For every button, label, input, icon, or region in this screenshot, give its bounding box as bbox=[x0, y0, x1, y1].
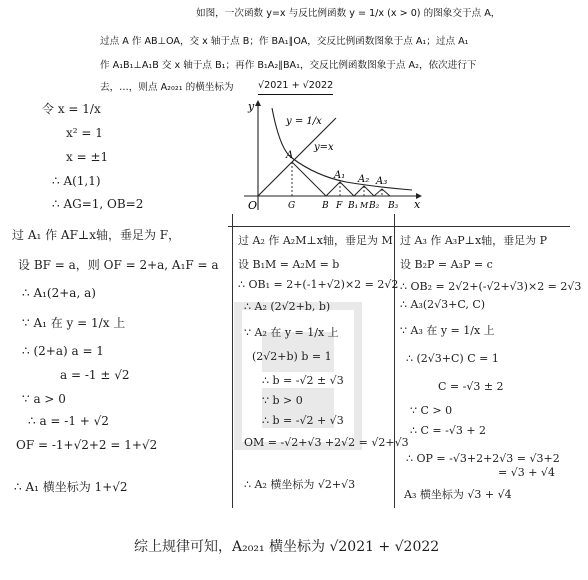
point-label-A1: A₁ bbox=[334, 170, 346, 181]
problem-line-1: 如图，一次函数 y=x 与反比例函数 y = 1/x (x > 0) 的图象交于点 A， bbox=[196, 8, 501, 19]
mid-step-4: ∴ A₂ (2√2+b, b) bbox=[244, 300, 331, 313]
right-step-1: 过 A₃ 作 A₃P⊥x轴，垂足为 P bbox=[400, 234, 548, 247]
left-step-13: ∴ a = -1 + √2 bbox=[28, 414, 109, 428]
mid-step-9: ∴ b = -√2 + √3 bbox=[262, 414, 344, 427]
right-step-11: = √3 + √4 bbox=[498, 466, 555, 479]
right-step-9: ∴ C = -√3 + 2 bbox=[410, 424, 487, 437]
left-step-10: ∴ (2+a) a = 1 bbox=[22, 344, 104, 358]
mid-step-10: OM = -√2+√3 +2√2 = √2+√3 bbox=[244, 436, 409, 449]
left-step-11: a = -1 ± √2 bbox=[60, 368, 130, 382]
x-label-G: G bbox=[288, 201, 296, 211]
x-label-F: F bbox=[336, 201, 343, 211]
right-step-5: ∵ A₃ 在 y = 1/x 上 bbox=[400, 324, 495, 337]
left-step-7: 设 BF = a，则 OF = 2+a, A₁F = a bbox=[18, 258, 219, 272]
x-label-B2: B₂ bbox=[369, 201, 380, 211]
conclusion: 综上规律可知，A₂₀₂₁ 横坐标为 √2021 + √2022 bbox=[134, 539, 440, 555]
left-step-9: ∵ A₁ 在 y = 1/x 上 bbox=[22, 316, 126, 330]
right-step-6: ∴ (2√3+C) C = 1 bbox=[406, 352, 499, 365]
x-label-M: M bbox=[360, 201, 369, 210]
x-axis-label: x bbox=[414, 198, 421, 211]
left-step-4: ∴ A(1,1) bbox=[52, 174, 101, 188]
left-step-5: ∴ AG=1, OB=2 bbox=[52, 197, 144, 211]
point-label-A2: A₂ bbox=[358, 174, 370, 185]
left-step-2: x² = 1 bbox=[66, 126, 103, 140]
mid-step-1: 过 A₂ 作 A₂M⊥x轴，垂足为 M bbox=[238, 234, 393, 247]
left-step-8: ∴ A₁(2+a, a) bbox=[22, 286, 96, 300]
point-label-A: A bbox=[286, 150, 294, 161]
problem-line-4: 去，…，则点 A₂₀₂₁ 的横坐标为 bbox=[100, 82, 234, 93]
mid-step-7: ∴ b = -√2 ± √3 bbox=[262, 374, 344, 387]
right-step-8: ∵ C > 0 bbox=[410, 404, 453, 417]
left-step-1: 令 x = 1/x bbox=[42, 102, 101, 116]
function-graph bbox=[236, 98, 424, 214]
left-step-14: OF = -1+√2+2 = 1+√2 bbox=[16, 438, 158, 452]
right-step-3: ∴ OB₂ = 2√2+(-√2+√3)×2 = 2√3 bbox=[400, 280, 582, 293]
line-label: y=x bbox=[314, 142, 334, 153]
problem-line-3: 作 A₁B₁⊥A₁B 交 x 轴于点 B₁；再作 B₁A₂∥BA₁，交反比例函数图象于点 A₂，依次进行下 bbox=[100, 60, 477, 71]
problem-line-2: 过点 A 作 AB⊥OA，交 x 轴于点 B；作 BA₁∥OA，交反比例函数图象于点 A₁；过点 A₁ bbox=[100, 36, 469, 47]
right-step-4: ∴ A₃(2√3+C, C) bbox=[400, 298, 486, 311]
mid-step-11: ∴ A₂ 横坐标为 √2+√3 bbox=[244, 478, 356, 491]
right-step-12: A₃ 横坐标为 √3 + √4 bbox=[404, 488, 512, 501]
mid-step-5: ∵ A₂ 在 y = 1/x 上 bbox=[244, 326, 339, 339]
mid-step-3: ∴ OB₁ = 2+(-1+√2)×2 = 2√2 bbox=[238, 278, 399, 291]
left-step-12: ∵ a > 0 bbox=[22, 392, 66, 406]
x-label-B1: B₁ bbox=[348, 201, 359, 211]
column-divider-top bbox=[228, 226, 570, 227]
mid-step-6: (2√2+b) b = 1 bbox=[252, 350, 332, 363]
curve-label: y = 1/x bbox=[286, 116, 322, 127]
left-step-3: x = ±1 bbox=[66, 150, 109, 164]
mid-step-2: 设 B₁M = A₂M = b bbox=[238, 258, 340, 271]
column-divider-1 bbox=[232, 214, 233, 508]
point-label-A3: A₃ bbox=[376, 176, 388, 187]
left-step-6: 过 A₁ 作 AF⊥x轴，垂足为 F， bbox=[12, 228, 181, 242]
x-label-B3: B₃ bbox=[388, 201, 399, 211]
right-step-7: C = -√3 ± 2 bbox=[438, 380, 504, 393]
origin-label: O bbox=[248, 199, 258, 212]
y-axis-label: y bbox=[248, 100, 255, 113]
x-label-B: B bbox=[322, 201, 329, 211]
column-divider-2 bbox=[394, 214, 395, 508]
mid-step-8: ∵ b > 0 bbox=[262, 394, 303, 407]
left-step-15: ∴ A₁ 横坐标为 1+√2 bbox=[14, 480, 128, 494]
right-step-10: ∴ OP = -√3+2+2√3 = √3+2 bbox=[406, 452, 560, 465]
right-step-2: 设 B₂P = A₃P = c bbox=[400, 258, 493, 271]
problem-answer: √2021 + √2022 bbox=[258, 78, 333, 95]
